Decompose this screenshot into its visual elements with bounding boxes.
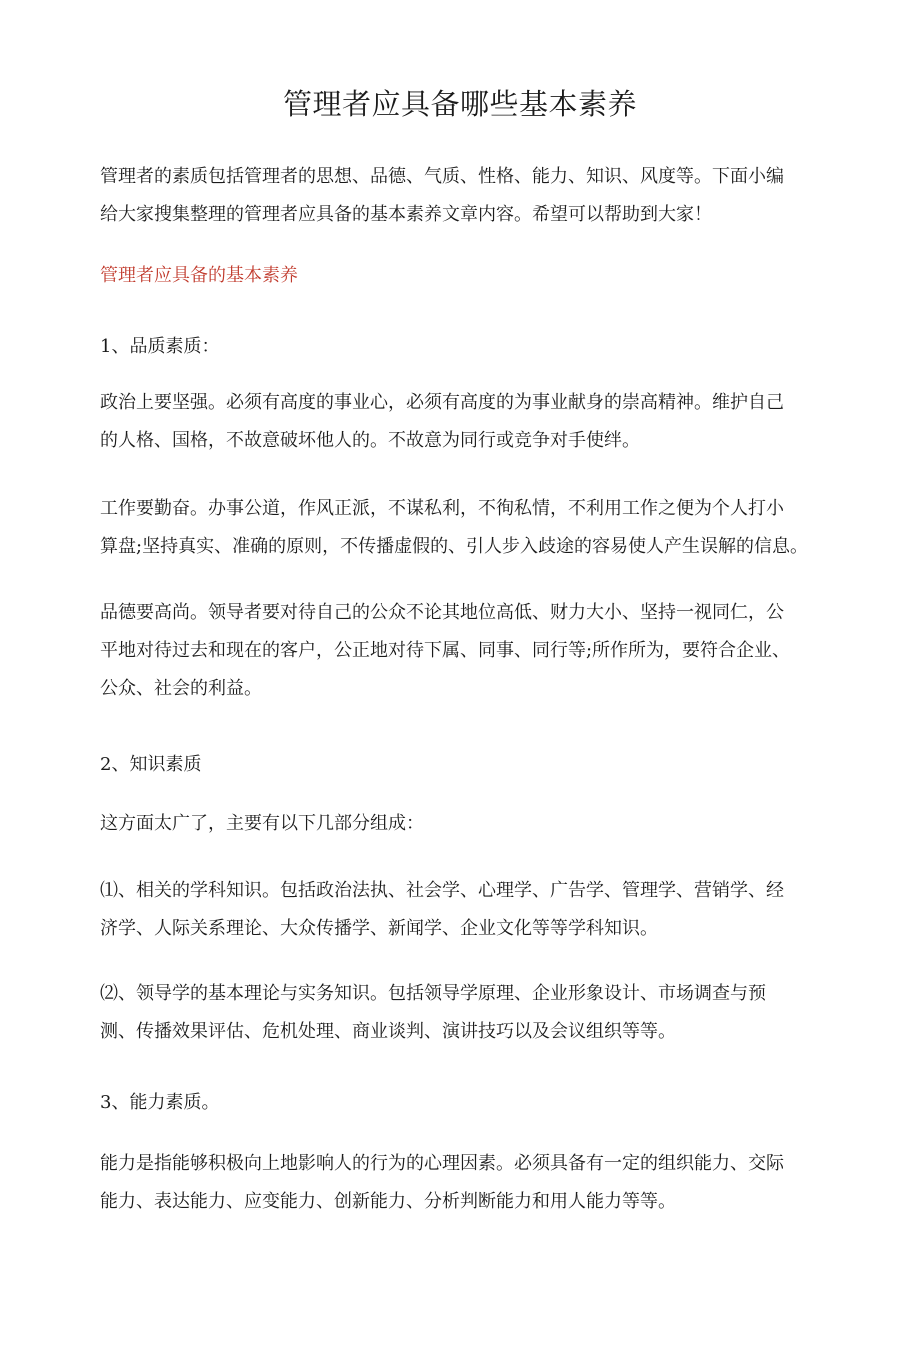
paragraph-line: 工作要勤奋。办事公道，作风正派，不谋私利，不徇私情，不利用工作之便为个人打小 — [100, 498, 784, 519]
paragraph-line: 算盘;坚持真实、准确的原则，不传播虚假的、引人步入歧途的容易使人产生误解的信息。 — [100, 536, 809, 557]
section-2-intro: 这方面太广了，主要有以下几部分组成： — [100, 813, 424, 834]
section-3-heading: 3、能力素质。 — [100, 1092, 220, 1113]
intro-line-2: 给大家搜集整理的管理者应具备的基本素养文章内容。希望可以帮助到大家！ — [100, 204, 712, 225]
paragraph-line: 能力是指能够积极向上地影响人的行为的心理因素。必须具备有一定的组织能力、交际 — [100, 1153, 784, 1174]
section-1-heading: 1、品质素质： — [100, 336, 220, 357]
section-1-paragraph-1 — [100, 384, 840, 460]
intro-line-1: 管理者的素质包括管理者的思想、品德、气质、性格、能力、知识、风度等。下面小编 — [100, 166, 784, 187]
section-1-paragraph-3 — [100, 594, 840, 708]
section-2-item-1 — [100, 872, 840, 948]
section-1-paragraph-2 — [100, 490, 840, 566]
paragraph-line: 能力、表达能力、应变能力、创新能力、分析判断能力和用人能力等等。 — [100, 1191, 676, 1212]
paragraph-line: 公众、社会的利益。 — [100, 678, 262, 699]
paragraph-line: 测、传播效果评估、危机处理、商业谈判、演讲技巧以及会议组织等等。 — [100, 1021, 676, 1042]
section-2-heading: 2、知识素质 — [100, 754, 202, 775]
paragraph-line: 济学、人际关系理论、大众传播学、新闻学、企业文化等等学科知识。 — [100, 918, 658, 939]
paragraph-line: 政治上要坚强。必须有高度的事业心，必须有高度的为事业献身的崇高精神。维护自己 — [100, 392, 784, 413]
section-2-item-2 — [100, 975, 840, 1051]
document-title: 管理者应具备哪些基本素养 — [282, 87, 637, 121]
paragraph-line: ⑴、相关的学科知识。包括政治法执、社会学、心理学、广告学、管理学、营销学、经 — [100, 880, 784, 901]
intro-paragraph — [100, 158, 840, 234]
paragraph-line: 平地对待过去和现在的客户，公正地对待下属、同事、同行等;所作所为，要符合企业、 — [100, 640, 791, 661]
paragraph-line: 品德要高尚。领导者要对待自己的公众不论其地位高低、财力大小、坚持一视同仁，公 — [100, 602, 784, 623]
paragraph-line: ⑵、领导学的基本理论与实务知识。包括领导学原理、企业形象设计、市场调查与预 — [100, 983, 766, 1004]
section-3-paragraph-1 — [100, 1145, 840, 1221]
section-heading: 管理者应具备的基本素养 — [100, 265, 298, 286]
paragraph-line: 的人格、国格，不故意破坏他人的。不故意为同行或竞争对手使绊。 — [100, 430, 640, 451]
